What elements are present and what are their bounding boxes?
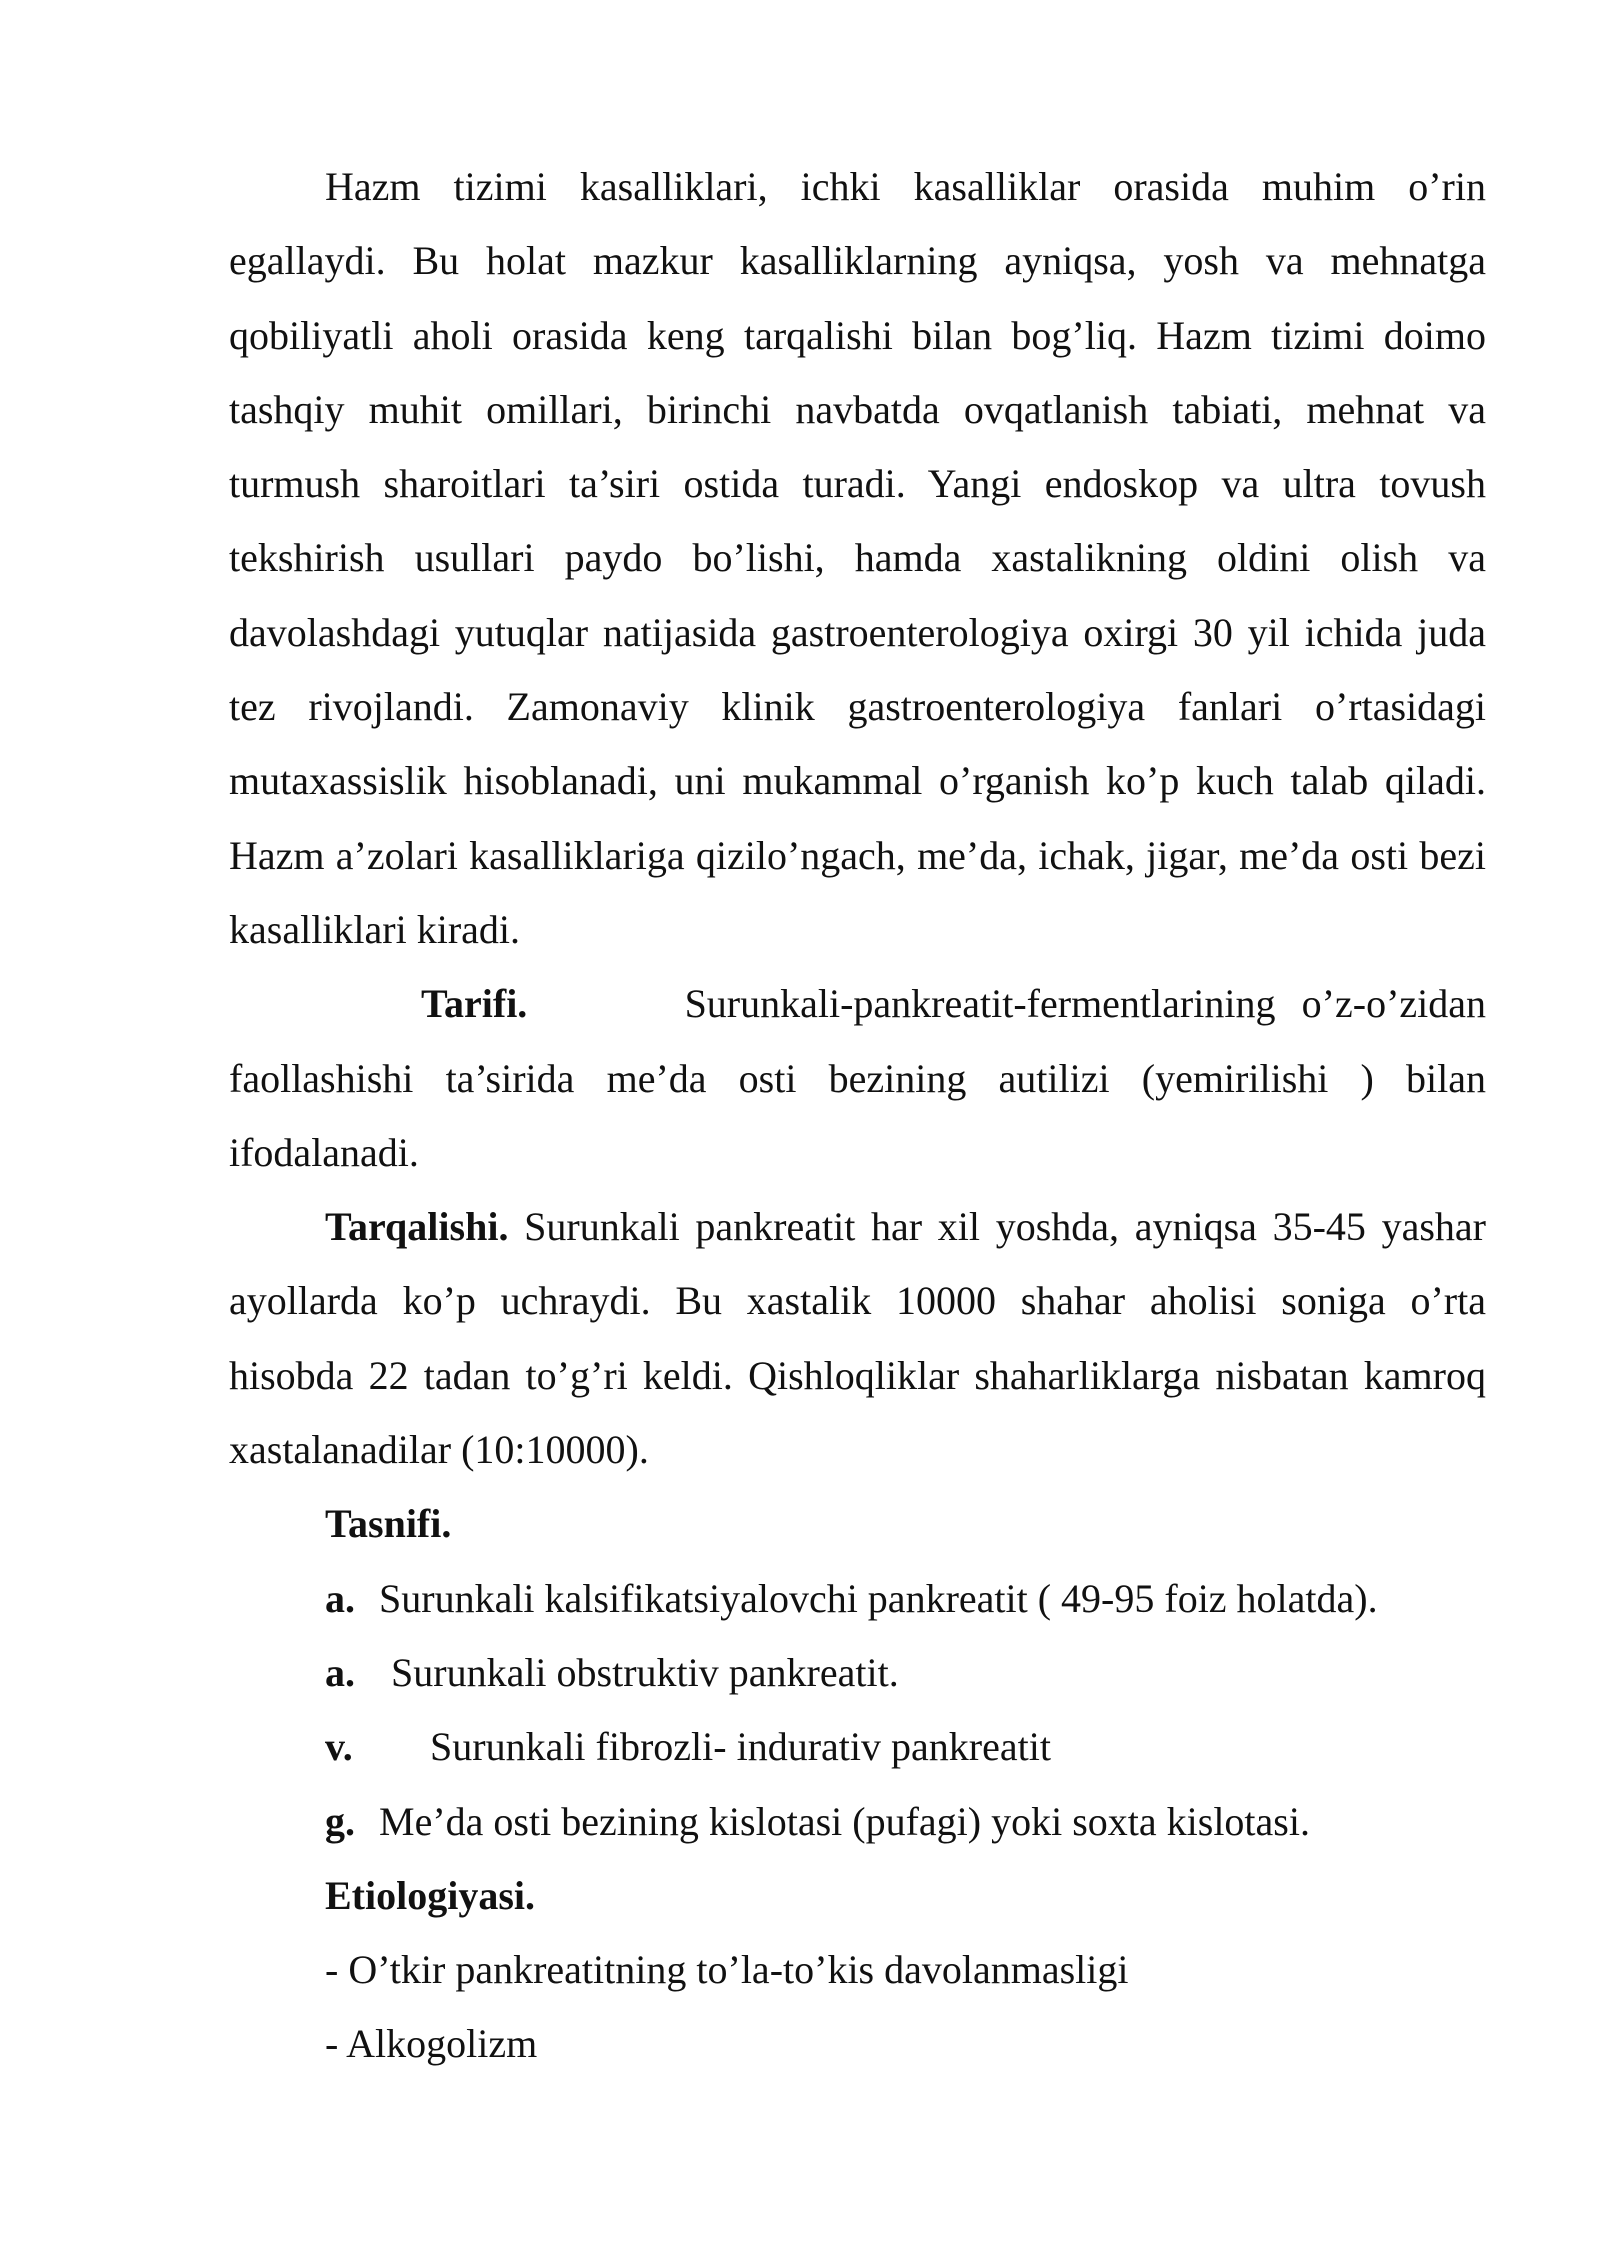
classification-item-label: a. <box>325 1575 355 1621</box>
classification-item-text: Surunkali kalsifikatsiyalovchi pankreatit ( 49-95 foiz holatda). <box>379 1575 1378 1621</box>
prevalence-paragraph <box>229 1190 1486 1487</box>
definition-heading: Tarifi. <box>421 981 528 1027</box>
classification-item <box>325 1562 1486 1636</box>
definition-text: Surunkali-pankreatit-fermentlarining o’z-o’zidan faollashishi ta’sirida me’da osti bezining autilizi (yemirilishi ) bilan ifodalanadi. <box>229 981 1487 1175</box>
prevalence-text: Surunkali pankreatit har xil yoshda, ayniqsa 35-45 yashar ayollarda ko’p uchraydi. Bu xastalik 10000 shahar aholisi soniga o’rta hisobda 22 tadan to’g’ri keldi. Qishloqliklar shaharliklarga nisbatan kamroq xastalanadilar (10:10000). <box>229 1204 1486 1473</box>
definition-gap <box>527 981 684 1026</box>
classification-item-label: g. <box>325 1798 355 1844</box>
classification-item-label: a. <box>325 1649 355 1695</box>
classification-section <box>229 1487 1486 2081</box>
etiology-item: - Alkogolizm <box>325 2021 538 2067</box>
classification-item-text: Surunkali fibrozli- indurativ pankreatit <box>430 1724 1051 1770</box>
etiology-item: - O’tkir pankreatitning to’la-to’kis davolanmasligi <box>325 1947 1129 1993</box>
classification-item-text: Me’da osti bezining kislotasi (pufagi) yoki soxta kislotasi. <box>379 1798 1310 1844</box>
classification-item <box>325 1636 1486 1710</box>
classification-item-text: Surunkali obstruktiv pankreatit. <box>391 1649 899 1695</box>
etiology-heading: Etiologiyasi. <box>325 1872 536 1918</box>
prevalence-heading: Tarqalishi. <box>325 1204 509 1250</box>
definition-paragraph <box>229 967 1486 1190</box>
classification-item <box>325 1785 1486 1859</box>
classification-item-label: v. <box>325 1724 353 1770</box>
document-body <box>229 150 1486 2082</box>
classification-item <box>325 1710 1486 1784</box>
intro-paragraph: Hazm tizimi kasalliklari, ichki kasalliklar orasida muhim o’rin egallaydi. Bu holat mazkur kasalliklarning ayniqsa, yosh va mehnatga qobiliyatli aholi orasida keng tarqalishi bilan bog’liq. Hazm tizimi doimo tashqiy muhit omillari, birinchi navbatda ovqatlanish tabiati, mehnat va turmush sharoitlari ta’siri ostida turadi. Yangi endoskop va ultra tovush tekshirish usullari paydo bo’lishi, hamda xastalikning oldini olish va davolashdagi yutuqlar natijasida gastroenterologiya oxirgi 30 yil ichida juda tez rivojlandi. Zamonaviy klinik gastroenterologiya fanlari o’rtasidagi mutaxassislik hisoblanadi, uni mukammal o’rganish ko’p kuch talab qiladi. Hazm a’zolari kasalliklariga qizilo’ngach, me’da, ichak, jigar, me’da osti bezi kasalliklari kiradi. <box>229 164 1486 952</box>
classification-heading: Tasnifi. <box>325 1501 452 1547</box>
